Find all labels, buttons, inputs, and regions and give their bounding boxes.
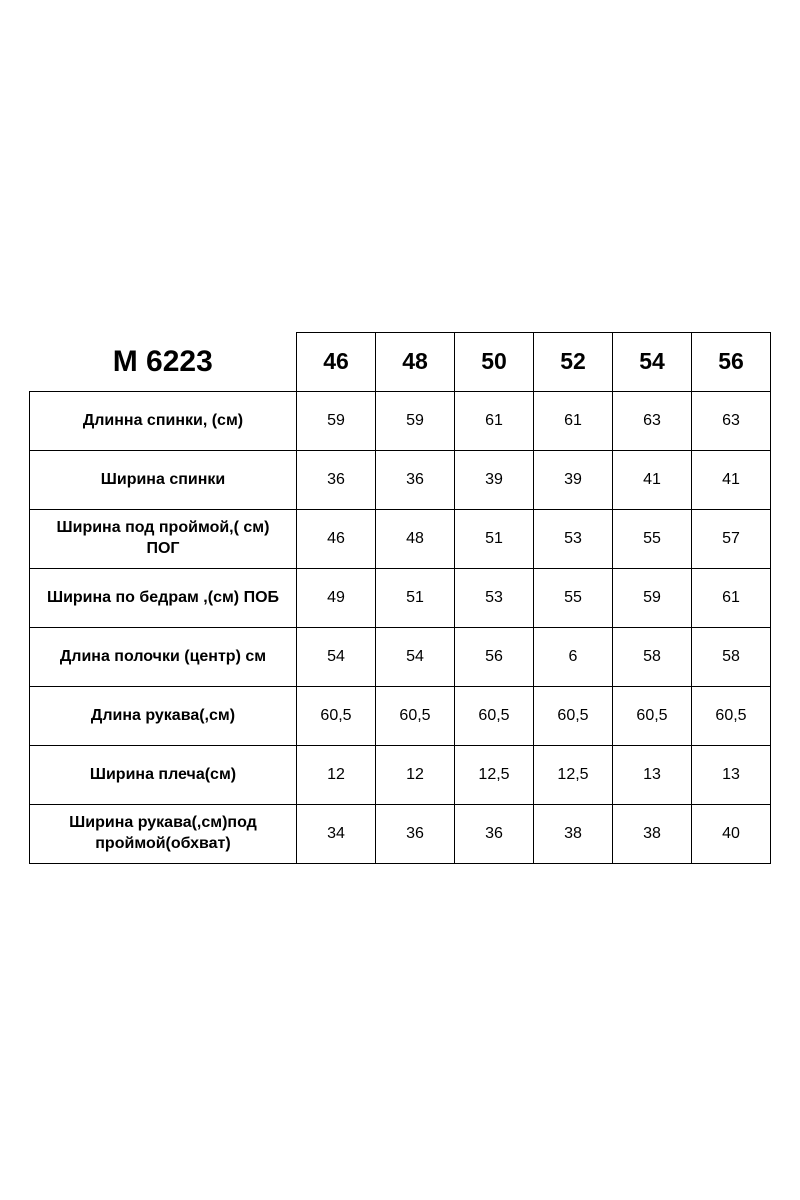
row-label: Длина рукава(,см) xyxy=(30,687,297,746)
table-cell: 63 xyxy=(613,392,692,451)
table-row xyxy=(30,569,771,628)
table-cell: 49 xyxy=(297,569,376,628)
size-header: 52 xyxy=(534,333,613,392)
table-row xyxy=(30,451,771,510)
table-cell: 12,5 xyxy=(534,746,613,805)
table-cell: 63 xyxy=(692,392,771,451)
table-cell: 59 xyxy=(376,392,455,451)
table-row xyxy=(30,805,771,864)
table-row xyxy=(30,510,771,569)
table-cell: 59 xyxy=(297,392,376,451)
table-cell: 60,5 xyxy=(455,687,534,746)
table-cell: 48 xyxy=(376,510,455,569)
table-cell: 41 xyxy=(613,451,692,510)
size-header: 48 xyxy=(376,333,455,392)
table-cell: 53 xyxy=(534,510,613,569)
size-header: 56 xyxy=(692,333,771,392)
table-cell: 57 xyxy=(692,510,771,569)
table-row xyxy=(30,746,771,805)
table-cell: 36 xyxy=(376,805,455,864)
row-label: Ширина плеча(см) xyxy=(30,746,297,805)
table-cell: 39 xyxy=(455,451,534,510)
table-cell: 61 xyxy=(534,392,613,451)
row-label: Длина полочки (центр) см xyxy=(30,628,297,687)
table-row xyxy=(30,687,771,746)
row-label: Ширина под проймой,( см) ПОГ xyxy=(30,510,297,569)
row-label: Ширина рукава(,см)под проймой(обхват) xyxy=(30,805,297,864)
table-cell: 59 xyxy=(613,569,692,628)
table-cell: 60,5 xyxy=(692,687,771,746)
table-cell: 6 xyxy=(534,628,613,687)
table-row xyxy=(30,628,771,687)
size-chart-table xyxy=(29,332,771,864)
size-header: 46 xyxy=(297,333,376,392)
table-cell: 54 xyxy=(376,628,455,687)
table-cell: 40 xyxy=(692,805,771,864)
table-cell: 60,5 xyxy=(534,687,613,746)
table-cell: 60,5 xyxy=(613,687,692,746)
table-cell: 61 xyxy=(455,392,534,451)
size-header: 54 xyxy=(613,333,692,392)
table-cell: 13 xyxy=(692,746,771,805)
table-cell: 60,5 xyxy=(376,687,455,746)
table-cell: 34 xyxy=(297,805,376,864)
table-cell: 36 xyxy=(455,805,534,864)
header-row xyxy=(30,333,771,392)
table-cell: 53 xyxy=(455,569,534,628)
table-cell: 58 xyxy=(613,628,692,687)
table-cell: 38 xyxy=(613,805,692,864)
model-title: M 6223 xyxy=(30,333,297,392)
table-cell: 58 xyxy=(692,628,771,687)
table-cell: 51 xyxy=(376,569,455,628)
table-cell: 41 xyxy=(692,451,771,510)
size-header: 50 xyxy=(455,333,534,392)
table-cell: 39 xyxy=(534,451,613,510)
table-cell: 13 xyxy=(613,746,692,805)
table-cell: 36 xyxy=(376,451,455,510)
table-cell: 51 xyxy=(455,510,534,569)
row-label: Длинна спинки, (см) xyxy=(30,392,297,451)
table-cell: 12 xyxy=(376,746,455,805)
table-cell: 46 xyxy=(297,510,376,569)
table-cell: 38 xyxy=(534,805,613,864)
table-cell: 61 xyxy=(692,569,771,628)
row-label: Ширина спинки xyxy=(30,451,297,510)
table-cell: 56 xyxy=(455,628,534,687)
table-cell: 12 xyxy=(297,746,376,805)
table-cell: 55 xyxy=(534,569,613,628)
table-cell: 12,5 xyxy=(455,746,534,805)
row-label: Ширина по бедрам ,(см) ПОБ xyxy=(30,569,297,628)
table-row xyxy=(30,392,771,451)
table-cell: 60,5 xyxy=(297,687,376,746)
table-cell: 55 xyxy=(613,510,692,569)
table-cell: 36 xyxy=(297,451,376,510)
table-cell: 54 xyxy=(297,628,376,687)
